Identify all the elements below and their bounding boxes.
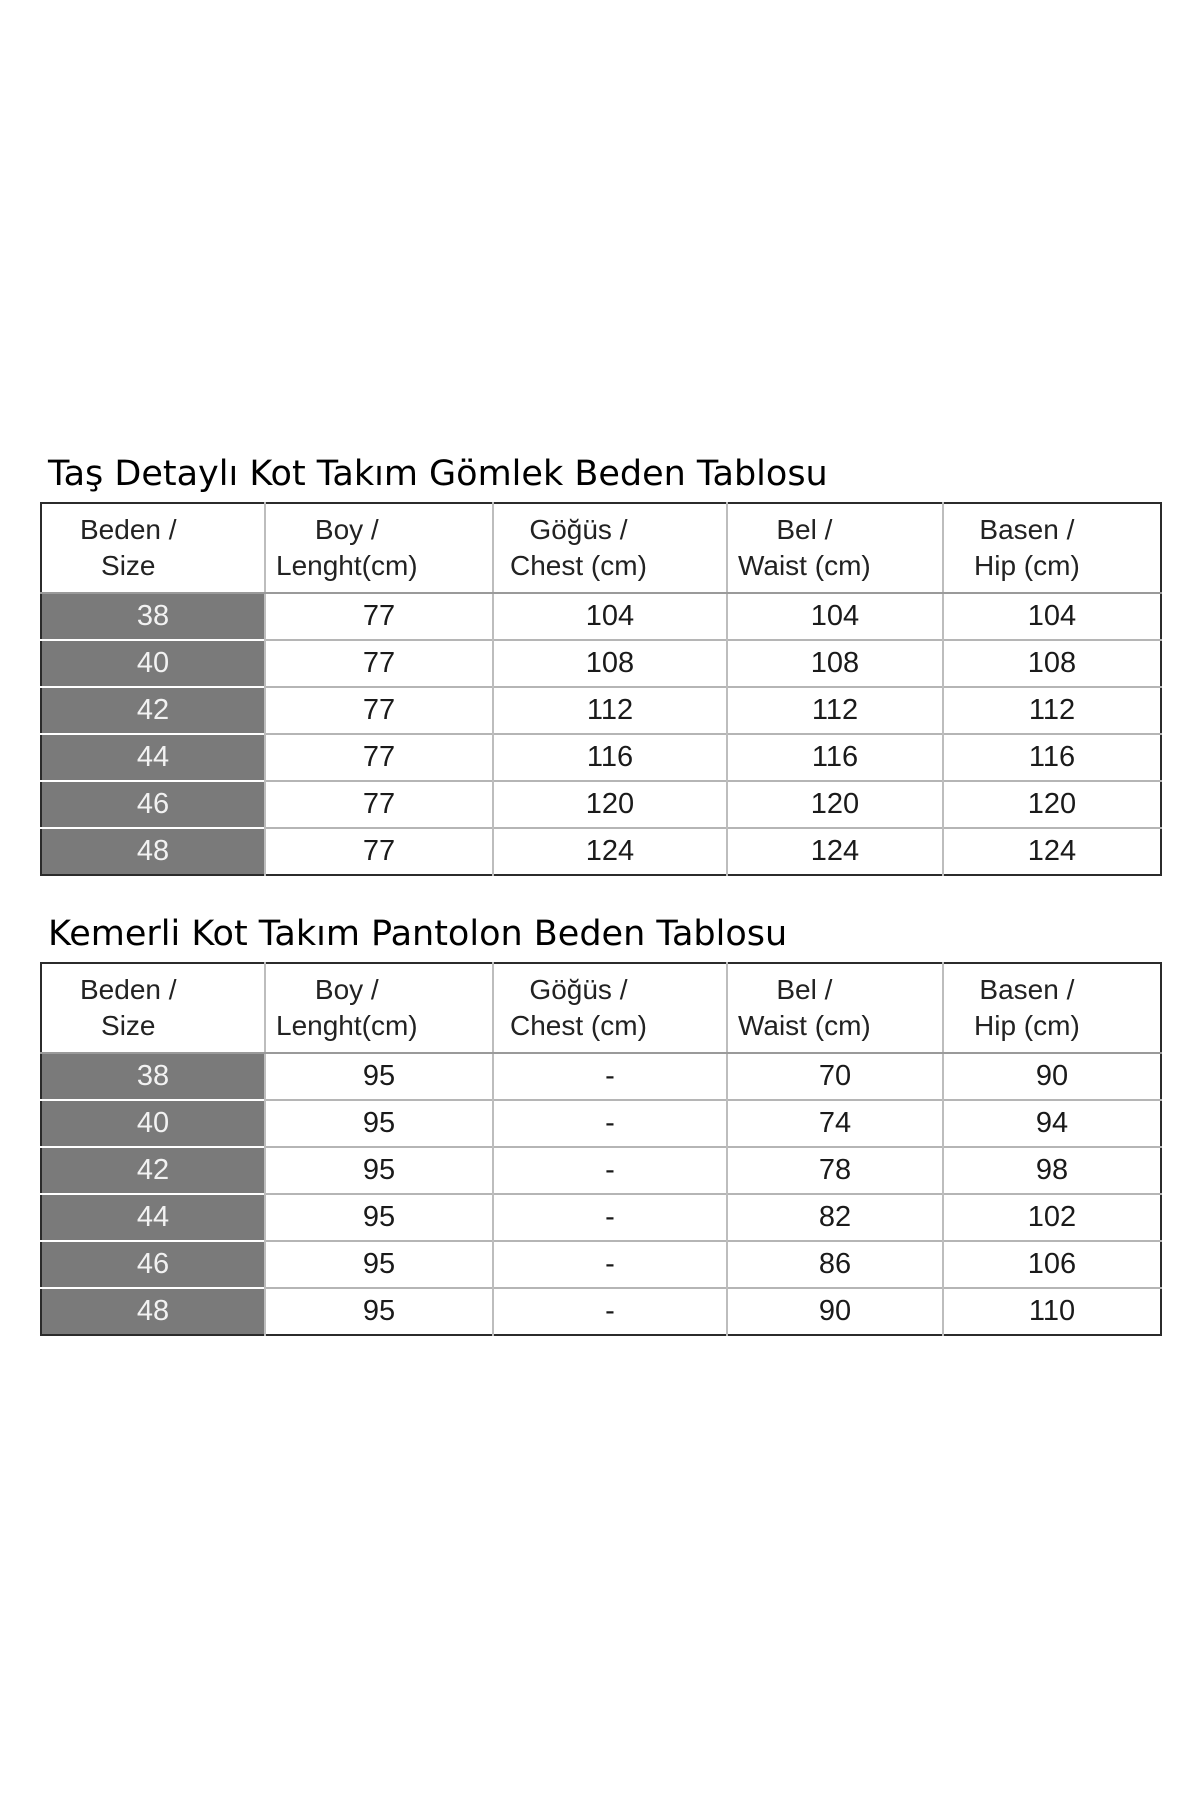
header-label-en: Hip (cm) [974,550,1080,581]
column-header-length [265,963,493,1053]
length-cell: 77 [265,687,493,734]
table-row [41,781,1161,828]
pants-size-section [40,910,1160,1336]
column-header-size [41,503,265,593]
column-header-text [80,972,177,1044]
table-row [41,1147,1161,1194]
header-label-tr: Basen / [979,974,1075,1005]
hip-cell: 98 [943,1147,1161,1194]
shirt-size-section [40,450,1160,876]
length-cell: 95 [265,1194,493,1241]
chest-cell: - [493,1100,727,1147]
shirt-size-table [40,502,1162,876]
length-cell: 95 [265,1241,493,1288]
header-label-en: Size [101,1010,156,1041]
column-header-text [510,512,647,584]
table-row [41,828,1161,875]
size-cell: 44 [41,1194,265,1241]
chest-cell: 116 [493,734,727,781]
chest-cell: 120 [493,781,727,828]
header-label-en: Chest (cm) [510,1010,647,1041]
table-row [41,1194,1161,1241]
waist-cell: 124 [727,828,943,875]
length-cell: 95 [265,1288,493,1335]
length-cell: 95 [265,1053,493,1100]
size-cell: 38 [41,593,265,640]
column-header-chest [493,963,727,1053]
hip-cell: 104 [943,593,1161,640]
size-cell: 42 [41,687,265,734]
column-header-text [738,512,871,584]
header-label-tr: Bel / [776,974,833,1005]
hip-cell: 124 [943,828,1161,875]
chest-cell: 108 [493,640,727,687]
waist-cell: 90 [727,1288,943,1335]
column-header-hip [943,963,1161,1053]
header-label-en: Chest (cm) [510,550,647,581]
column-header-text [510,972,647,1044]
shirt-size-table-title: Taş Detaylı Kot Takım Gömlek Beden Tablosu [48,454,828,494]
length-cell: 95 [265,1100,493,1147]
header-label-tr: Basen / [979,514,1075,545]
table-row [41,1100,1161,1147]
column-header-text [738,972,871,1044]
size-cell: 48 [41,828,265,875]
header-label-en: Hip (cm) [974,1010,1080,1041]
table-row [41,1288,1161,1335]
column-header-text [276,512,418,584]
length-cell: 95 [265,1147,493,1194]
table-row [41,687,1161,734]
hip-cell: 90 [943,1053,1161,1100]
size-cell: 46 [41,1241,265,1288]
header-label-en: Lenght(cm) [276,550,418,581]
table-row [41,593,1161,640]
table-row [41,734,1161,781]
length-cell: 77 [265,640,493,687]
size-cell: 44 [41,734,265,781]
waist-cell: 108 [727,640,943,687]
header-label-en: Waist (cm) [738,550,871,581]
waist-cell: 104 [727,593,943,640]
column-header-chest [493,503,727,593]
header-label-tr: Beden / [80,514,177,545]
chest-cell: - [493,1288,727,1335]
waist-cell: 86 [727,1241,943,1288]
size-cell: 42 [41,1147,265,1194]
chest-cell: 112 [493,687,727,734]
chest-cell: - [493,1053,727,1100]
size-cell: 40 [41,640,265,687]
chest-cell: - [493,1147,727,1194]
table-row [41,1241,1161,1288]
length-cell: 77 [265,828,493,875]
length-cell: 77 [265,781,493,828]
header-label-tr: Boy / [314,514,379,545]
header-label-tr: Beden / [80,974,177,1005]
pants-size-table-title: Kemerli Kot Takım Pantolon Beden Tablosu [48,914,788,954]
hip-cell: 94 [943,1100,1161,1147]
column-header-length [265,503,493,593]
header-row [41,963,1161,1053]
chest-cell: 124 [493,828,727,875]
column-header-waist [727,503,943,593]
header-label-en: Waist (cm) [738,1010,871,1041]
header-label-tr: Göğüs / [529,974,628,1005]
hip-cell: 120 [943,781,1161,828]
length-cell: 77 [265,734,493,781]
waist-cell: 70 [727,1053,943,1100]
length-cell: 77 [265,593,493,640]
chest-cell: - [493,1241,727,1288]
column-header-waist [727,963,943,1053]
hip-cell: 110 [943,1288,1161,1335]
pants-size-table [40,962,1162,1336]
hip-cell: 116 [943,734,1161,781]
waist-cell: 78 [727,1147,943,1194]
waist-cell: 116 [727,734,943,781]
hip-cell: 108 [943,640,1161,687]
table-row [41,1053,1161,1100]
column-header-hip [943,503,1161,593]
size-cell: 38 [41,1053,265,1100]
hip-cell: 102 [943,1194,1161,1241]
waist-cell: 120 [727,781,943,828]
size-cell: 48 [41,1288,265,1335]
header-label-tr: Boy / [314,974,379,1005]
header-label-en: Lenght(cm) [276,1010,418,1041]
header-label-en: Size [101,550,156,581]
column-header-text [974,972,1080,1044]
waist-cell: 82 [727,1194,943,1241]
size-cell: 40 [41,1100,265,1147]
waist-cell: 112 [727,687,943,734]
header-row [41,503,1161,593]
chest-cell: - [493,1194,727,1241]
header-label-tr: Göğüs / [529,514,628,545]
chest-cell: 104 [493,593,727,640]
column-header-text [276,972,418,1044]
header-label-tr: Bel / [776,514,833,545]
hip-cell: 112 [943,687,1161,734]
table-row [41,640,1161,687]
column-header-text [80,512,177,584]
waist-cell: 74 [727,1100,943,1147]
column-header-size [41,963,265,1053]
size-cell: 46 [41,781,265,828]
hip-cell: 106 [943,1241,1161,1288]
column-header-text [974,512,1080,584]
